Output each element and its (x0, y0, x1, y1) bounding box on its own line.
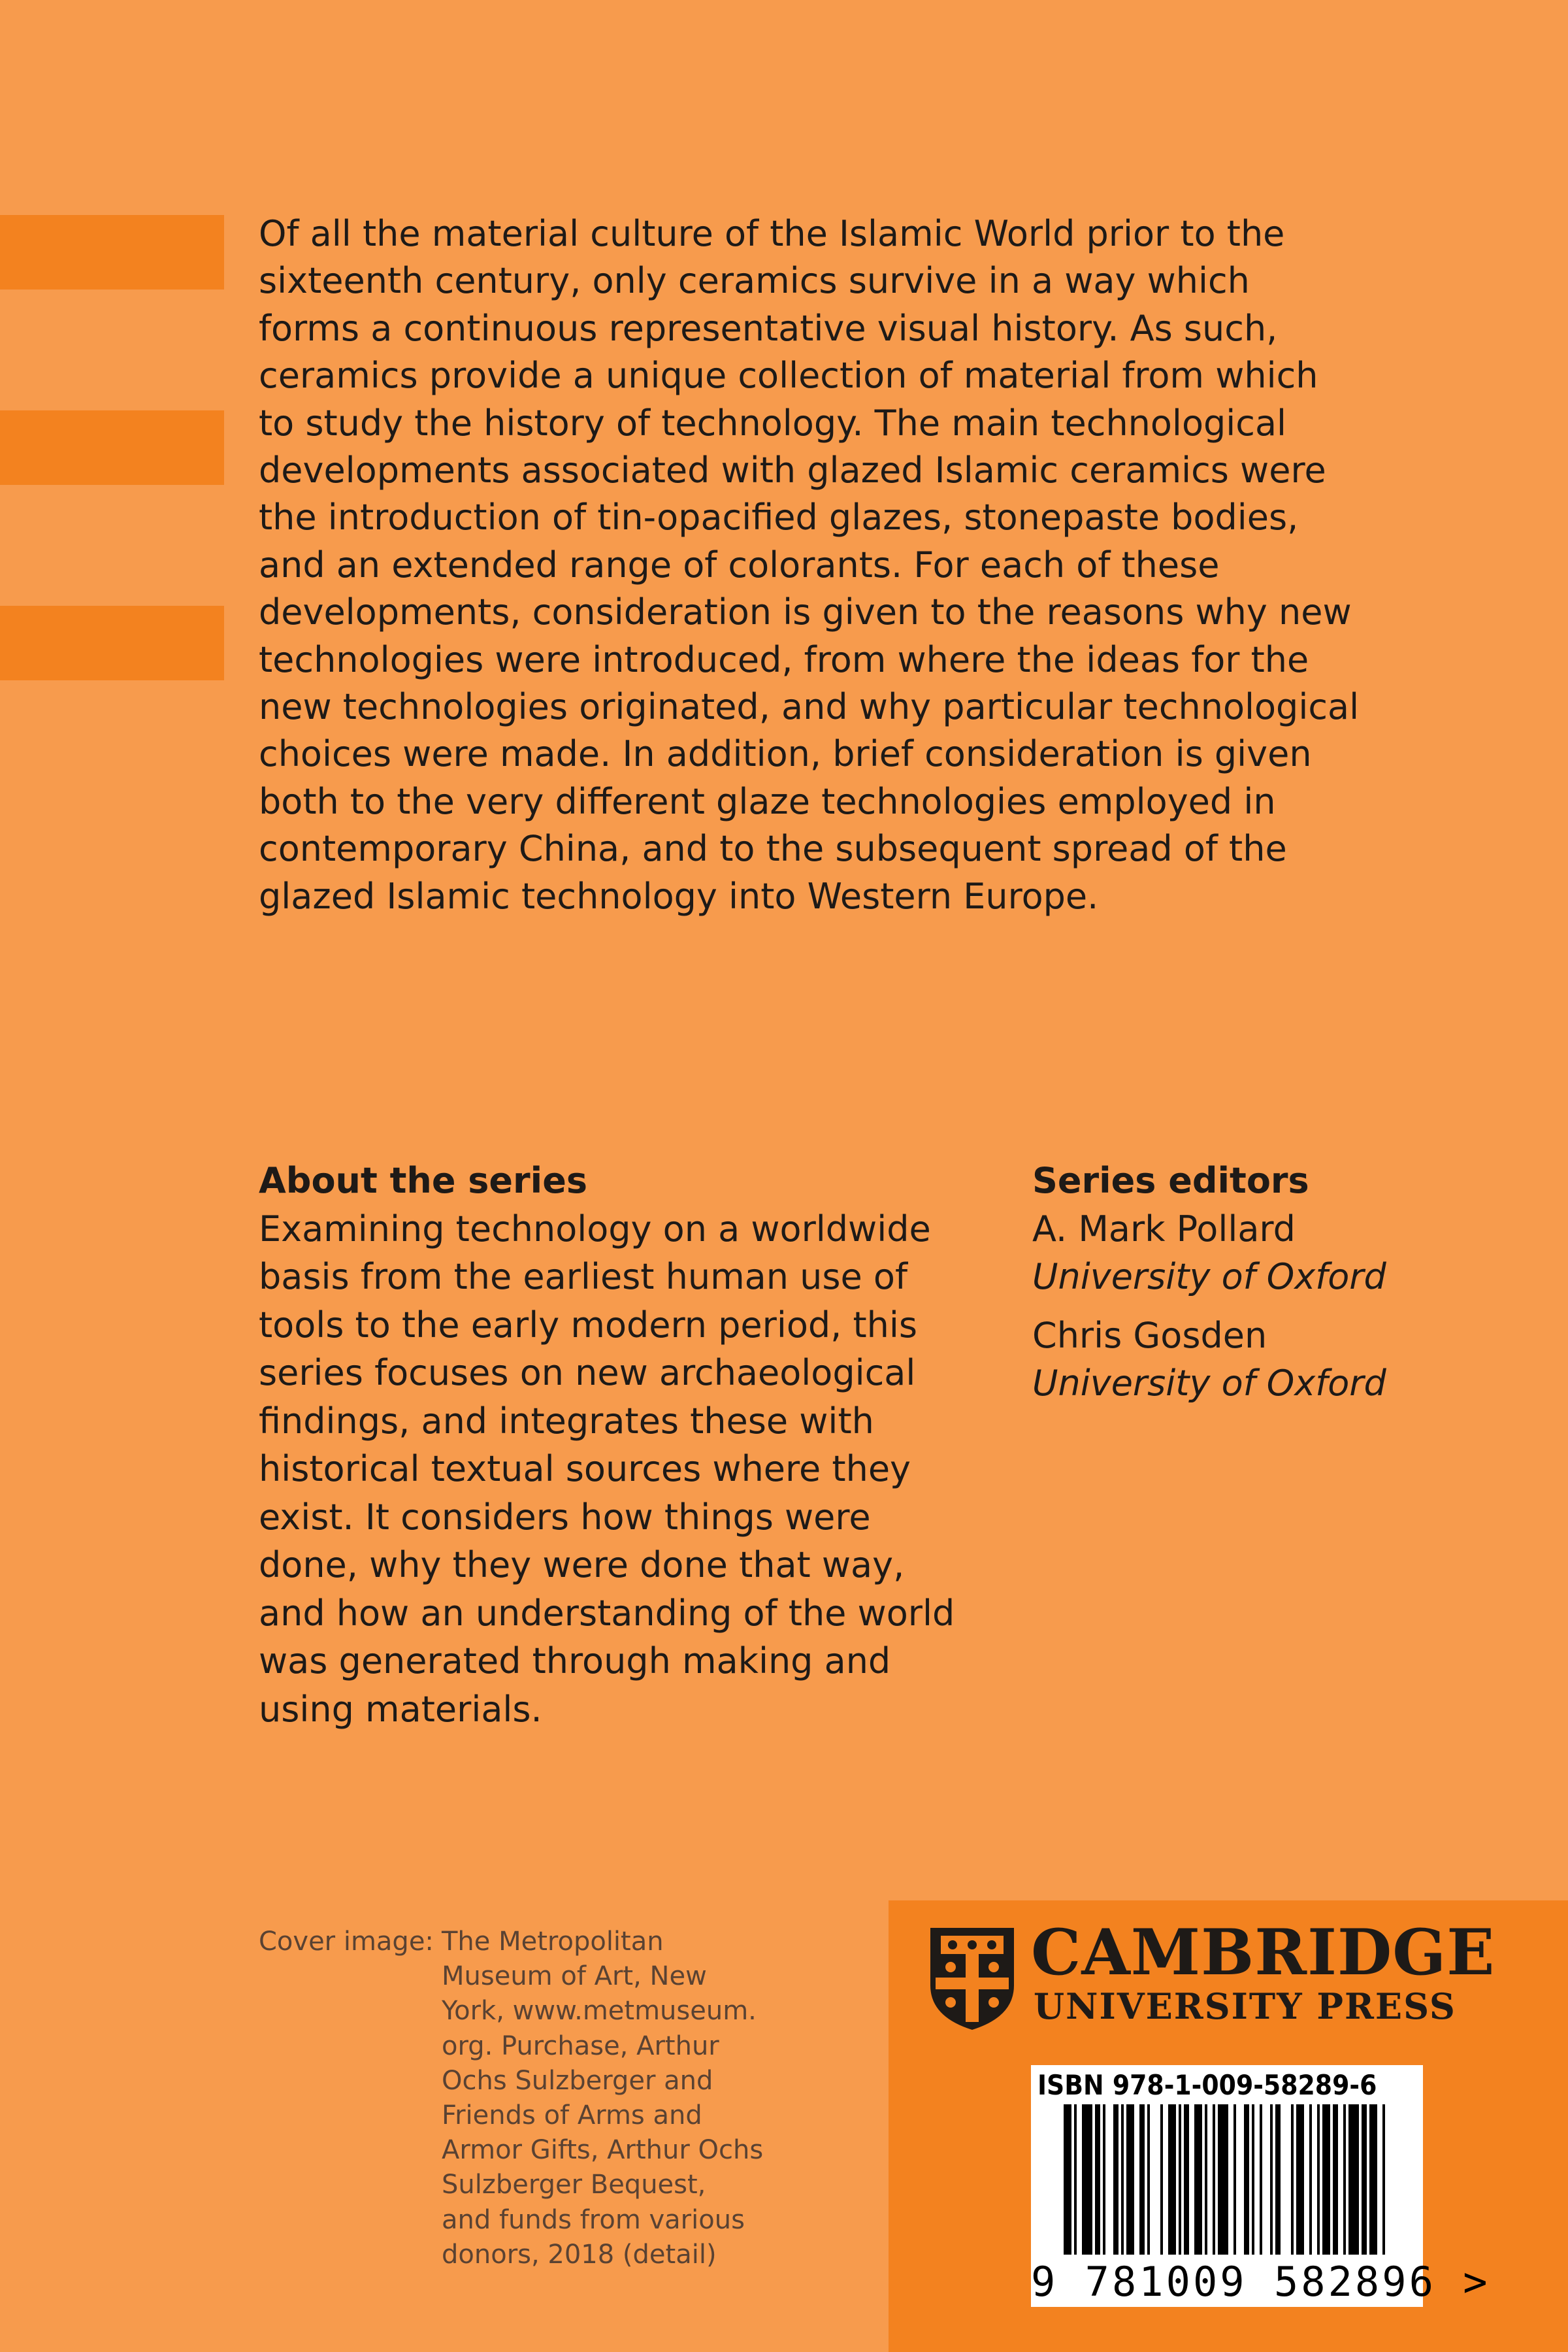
accent-bar-3 (0, 606, 224, 680)
barcode-bars (1031, 2104, 1423, 2261)
barcode-bar (1362, 2104, 1367, 2255)
series-editors-heading: Series editors (1032, 1160, 1309, 1201)
barcode-bar (1184, 2104, 1189, 2255)
barcode (1031, 2065, 1490, 2307)
barcode-bar (1270, 2104, 1273, 2255)
cover-image-text: The Metropolitan Museum of Art, New York, www.metmuseum. org. Purchase, Arthur Ochs Sulzberger and Friends of Arms and Armor Gifts, Arthur Ochs Sulzberger Bequest, and funds from various donors, 2018 (detail) (442, 1927, 764, 2270)
barcode-bar (1233, 2104, 1236, 2255)
barcode-bar (1139, 2104, 1145, 2255)
barcode-bar (1213, 2104, 1215, 2255)
barcode-bar (1205, 2104, 1207, 2255)
barcode-bar (1126, 2104, 1134, 2255)
series-editor (1032, 1312, 1529, 1408)
barcode-bar (1244, 2104, 1249, 2255)
cambridge-crest-icon (928, 1925, 1017, 2032)
barcode-bar (1194, 2104, 1202, 2255)
barcode-bar (1317, 2104, 1320, 2255)
barcode-bar (1252, 2104, 1254, 2255)
barcode-bar (1179, 2104, 1181, 2255)
barcode-bar (1218, 2104, 1228, 2255)
about-series-heading: About the series (259, 1160, 587, 1201)
barcode-bar (1291, 2104, 1294, 2255)
barcode-bar (1382, 2104, 1385, 2255)
barcode-bar (1343, 2104, 1346, 2255)
barcode-bar (1296, 2104, 1304, 2255)
editor-affiliation: University of Oxford (1032, 1256, 1386, 1297)
publisher-name: CAMBRIDGE (1031, 1915, 1495, 1989)
barcode-bar (1333, 2104, 1338, 2255)
barcode-bar (1309, 2104, 1312, 2255)
isbn-label: ISBN 978-1-009-58289-6 (1037, 2069, 1377, 2101)
barcode-bar (1348, 2104, 1359, 2255)
barcode-bar (1322, 2104, 1330, 2255)
barcode-bar (1074, 2104, 1077, 2255)
series-editors-section (1032, 1157, 1529, 1418)
barcode-bar (1168, 2104, 1176, 2255)
barcode-bar (1103, 2104, 1105, 2255)
editor-affiliation: University of Oxford (1032, 1363, 1386, 1404)
editor-name: Chris Gosden (1032, 1314, 1267, 1356)
barcode-bar (1064, 2104, 1071, 2255)
editor-name: A. Mark Pollard (1032, 1208, 1296, 1250)
barcode-bar (1082, 2104, 1092, 2255)
accent-bar-2 (0, 410, 224, 485)
barcode-bar (1275, 2104, 1281, 2255)
barcode-bar (1369, 2104, 1377, 2255)
barcode-bar (1095, 2104, 1100, 2255)
publisher-panel (889, 1900, 1568, 2352)
barcode-bar (1121, 2104, 1124, 2255)
accent-bar-1 (0, 215, 224, 290)
book-blurb: Of all the material culture of the Islamic World prior to the sixteenth century, only ceramics survive in a way which forms a continuous representative visual history. As such, ceramics provide a unique collection of material from which to study the history of technology. The main technological developments associated with glazed Islamic ceramics were the introduction of tin-opacified glazes, stonepaste bodies, and an extended range of colorants. For each of these developments, consideration is given to the reasons why new technologies were introduced, from where the ideas for the new technologies originated, and why particular technological choices were made. In addition, brief consideration is given both to the very different glaze technologies employed in contemporary China, and to the subsequent spread of the glazed Islamic technology into Western Europe. (259, 213, 1360, 917)
cover-image-label: Cover image: (259, 1927, 434, 1957)
about-series-section (259, 1157, 997, 1733)
publisher-subname: UNIVERSITY PRESS (1034, 1985, 1456, 2027)
series-editor (1032, 1205, 1529, 1301)
barcode-digits: 9 781009 582896 > (1031, 2258, 1490, 2306)
barcode-bar (1147, 2104, 1150, 2255)
about-series-text: Examining technology on a worldwide basis from the earliest human use of tools to the early modern period, this series focuses on new archaeological findings, and integrates these with historical textual sources where they exist. It considers how things were done, why they were done that way, and how an understanding of the world was generated through making and using materials. (259, 1208, 955, 1730)
barcode-bar (1260, 2104, 1262, 2255)
barcode-bar (1160, 2104, 1163, 2255)
barcode-bar (1113, 2104, 1119, 2255)
